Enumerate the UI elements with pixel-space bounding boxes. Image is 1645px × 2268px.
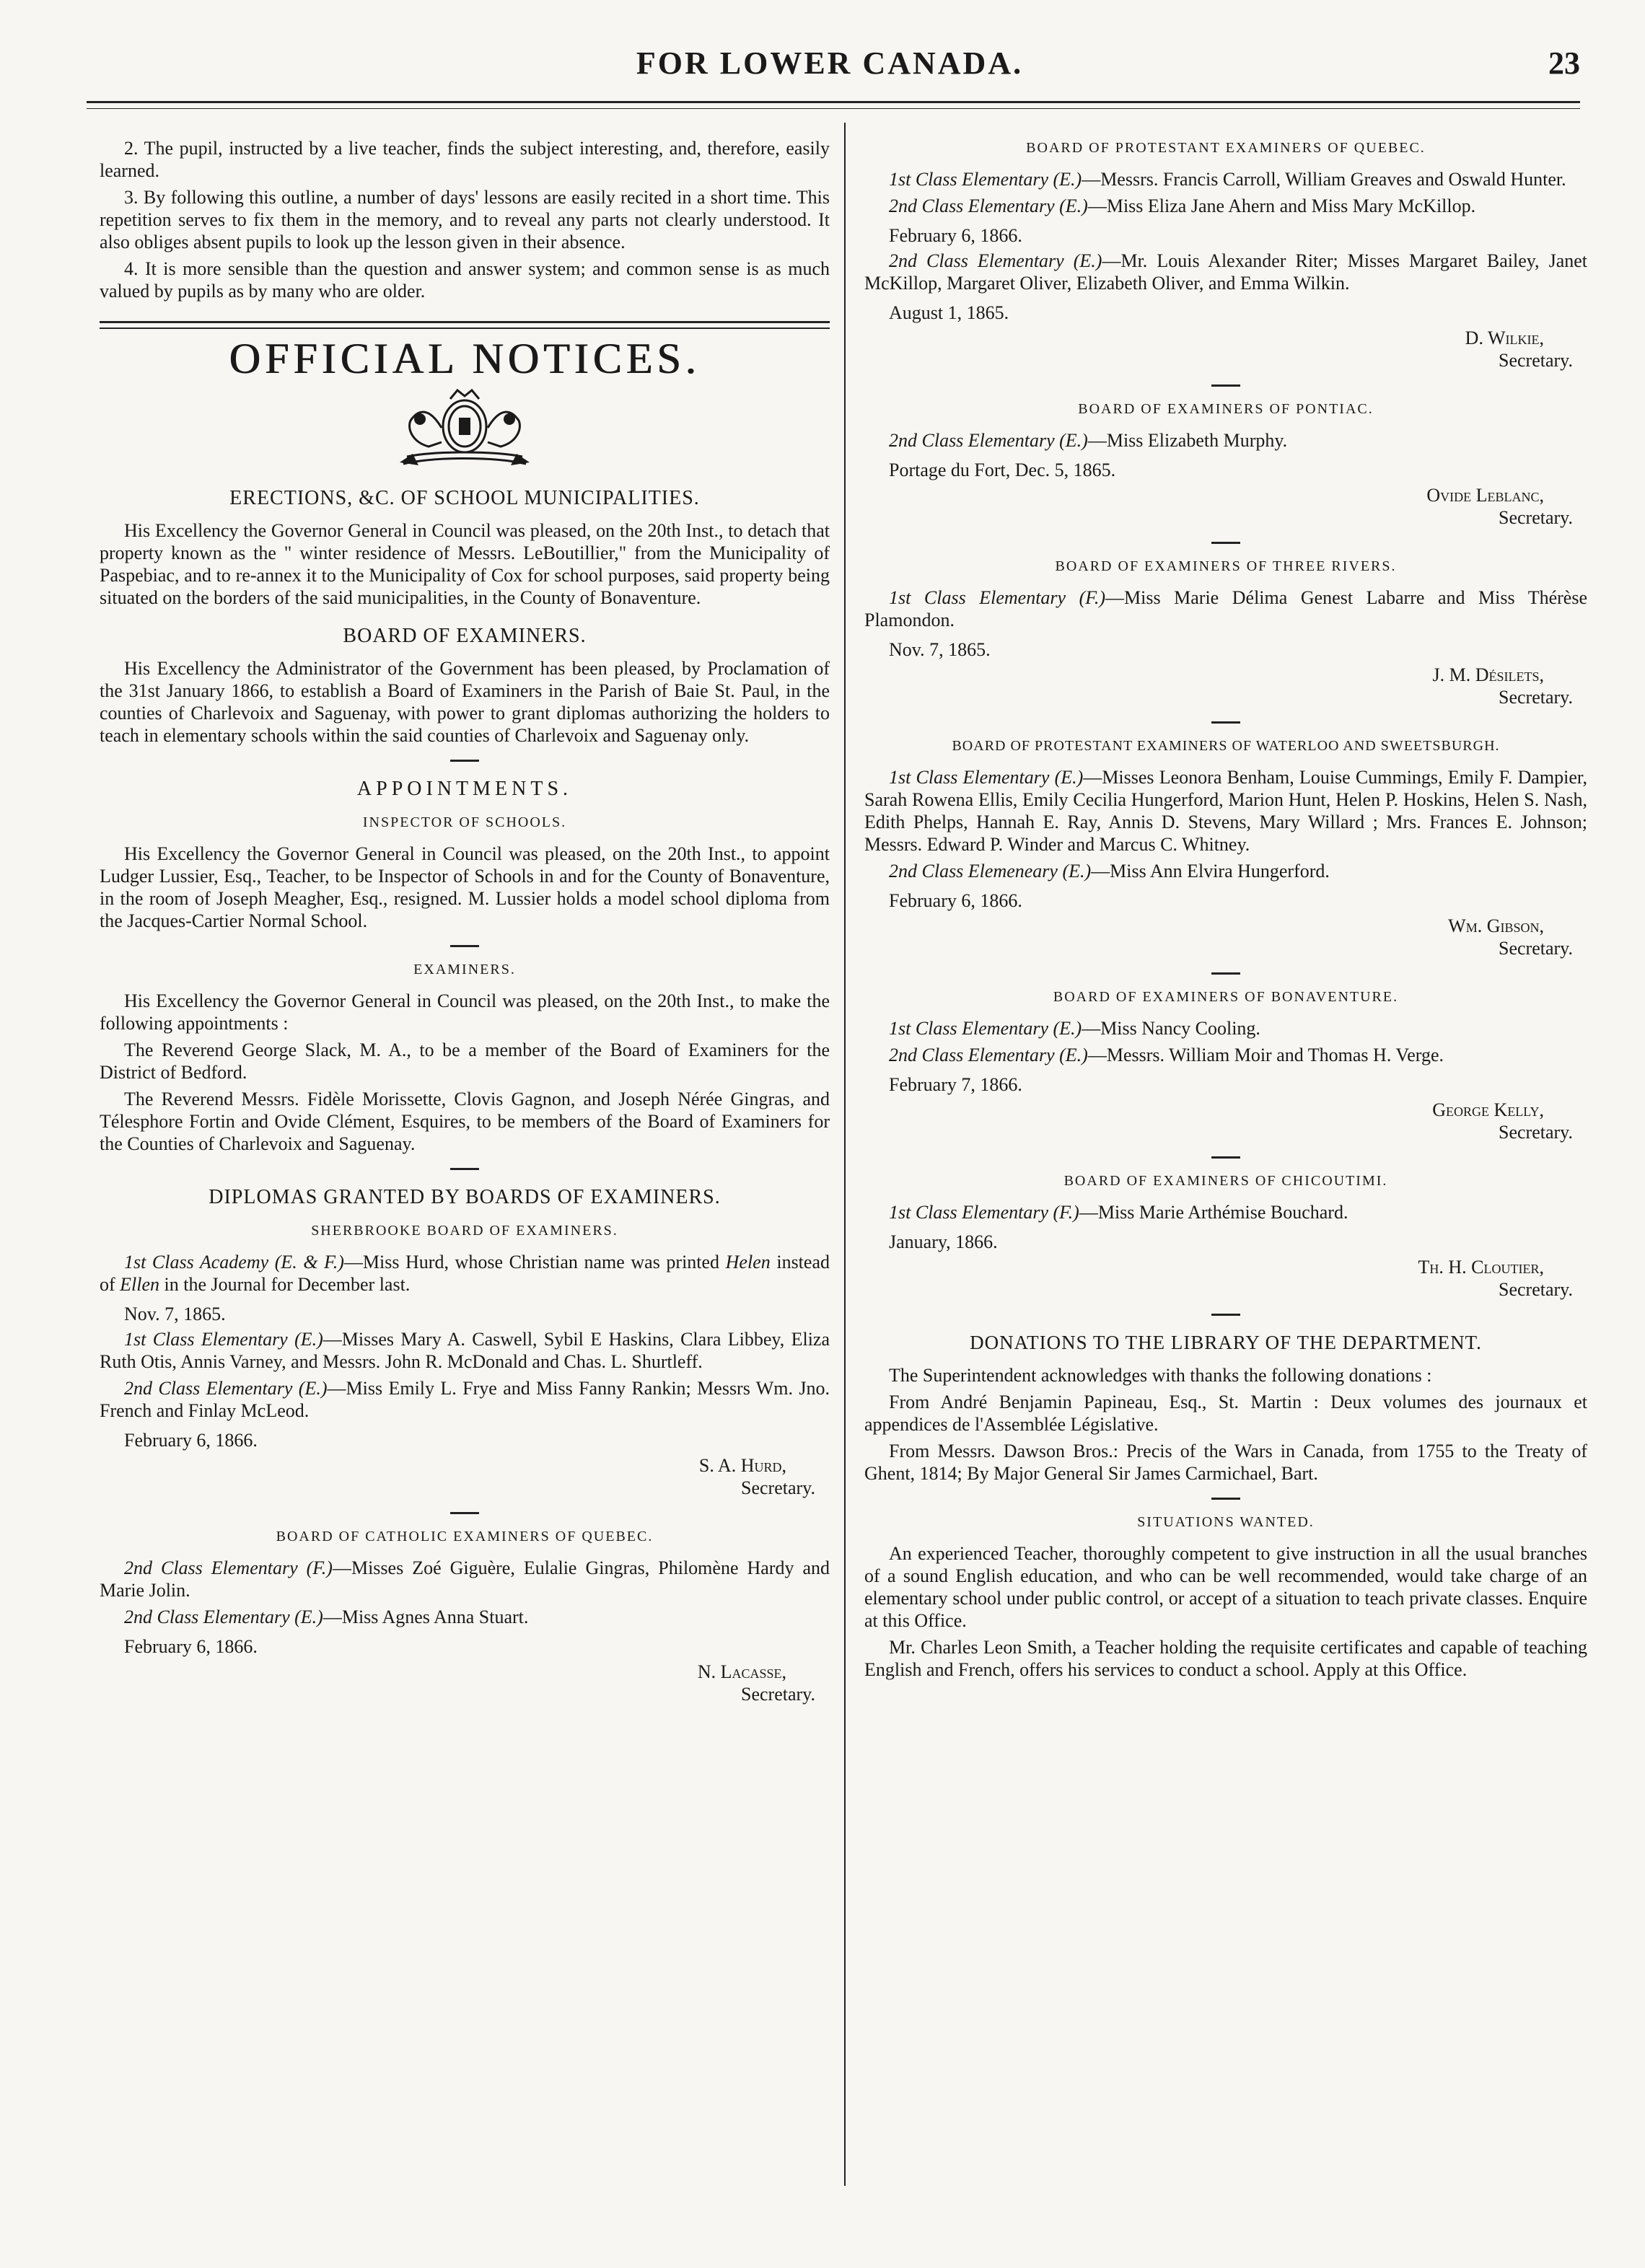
three-rivers-date: Nov. 7, 1865. [889,639,991,660]
situations-teacher: An experienced Teacher, thoroughly competent to give instruction in all the usual branches of a sound English education, and who can be well recommended, would take charge of an elementary school under public control, or accept of a situation to teach private classes. Enquire at this Office. [864,1543,1587,1631]
pontiac-second: 2nd Class Elementary (E.)—Miss Elizabeth Murphy. [889,430,1288,451]
intro-paragraph-3: 3. By following this outline, a number of days' lessons are easily recited in a short time. This repetition serves to fix them in the memory, and to reveal any parts not clearly understood. It also obliges absent pupils to look up the lesson given in their absence. [100,187,830,252]
official-notices-title: OFFICIAL NOTICES. [229,335,701,382]
pontiac-signature-title: Secretary. [1499,507,1573,528]
left-column [100,137,830,1705]
catholic-quebec-heading: BOARD OF CATHOLIC EXAMINERS OF QUEBEC. [276,1529,654,1544]
chicoutimi-signature: Th. H. Cloutier, [1418,1257,1544,1278]
intro-paragraph-2: 2. The pupil, instructed by a live teacher, finds the subject interesting, and, therefore, easily learned. [100,138,830,181]
pontiac-heading: BOARD OF EXAMINERS OF PONTIAC. [1078,401,1374,417]
chicoutimi-signature-title: Secretary. [1499,1279,1573,1300]
catholic-quebec-signature: N. Lacasse, [697,1661,786,1682]
pontiac-signature: Ovide Leblanc, [1426,485,1544,506]
examiners-charlevoix: The Reverend Messrs. Fidèle Morissette, Clovis Gagnon, and Joseph Nérée Gingras, and Télesphore Fortin and Ovide Clément, Esquires, to be members of the Board of Examiners for the Counties of Charlevoix and Saguenay. [100,1089,830,1154]
erections-heading: ERECTIONS, &C. OF SCHOOL MUNICIPALITIES. [229,487,700,509]
examiners-slack: The Reverend George Slack, M. A., to be a member of the Board of Examiners for the District of Bedford. [100,1040,830,1083]
board-of-examiners-text: His Excellency the Administrator of the Government has been pleased, by Proclamation of the 31st January 1866, to establish a Board of Examiners in the Parish of Baie St. Paul, in the counties of Charlevoix and Saguenay, with power to grant diplomas authorizing the holders to teach in elementary schools within the said counties of Charlevoix and Saguenay only. [100,658,830,746]
running-title: FOR LOWER CANADA. [636,45,1024,81]
donations-intro: The Superintendent acknowledges with thanks the following donations : [889,1365,1432,1386]
three-rivers-signature-title: Secretary. [1499,687,1573,708]
situations-smith: Mr. Charles Leon Smith, a Teacher holding the requisite certificates and capable of teaching English and French, offers his services to conduct a school. Apply at this Office. [864,1637,1587,1680]
waterloo-first: 1st Class Elementary (E.)—Misses Leonora Benham, Louise Cummings, Emily F. Dampier, Sarah Rowena Ellis, Emily Cecilia Hungerford, Marion Hunt, Helen P. Hoskins, Helen S. Nash, Edith Phelps, Hannah E. Ray, Annis D. Stevens, Mary Willard ; Mrs. Frances E. Johnson; Messrs. Edward P. Winder and Marcus C. Whitney. [864,767,1588,855]
sherbrooke-first-class: 1st Class Elementary (E.)—Misses Mary A. Caswell, Sybil E Haskins, Clara Libbey, Eliza Ruth Otis, Annis Varney, and Messrs. John R. McDonald and Chas. L. Shurtleff. [100,1329,830,1372]
appointments-heading: APPOINTMENTS. [356,778,573,800]
page-number: 23 [1548,45,1580,81]
chicoutimi-date: January, 1866. [889,1231,998,1252]
chicoutimi-first: 1st Class Elementary (F.)—Miss Marie Arthémise Bouchard. [889,1202,1348,1223]
sherbrooke-academy: 1st Class Academy (E. & F.)—Miss Hurd, whose Christian name was printed Helen instead of Ellen in the Journal for December last. [100,1252,830,1295]
sherbrooke-date-2: February 6, 1866. [124,1430,258,1451]
three-rivers-first: 1st Class Elementary (F.)—Miss Marie Délima Genest Labarre and Miss Thérèse Plamondon. [864,587,1587,630]
separator [450,1168,479,1170]
intro-paragraph-4: 4. It is more sensible than the question and answer system; and common sense is as much valued by pupils as by many who are older. [100,258,830,302]
header-rule [87,101,1580,103]
sherbrooke-date-1: Nov. 7, 1865. [124,1304,226,1324]
separator [450,1512,479,1514]
protestant-quebec-first: 1st Class Elementary (E.)—Messrs. Francis Carroll, William Greaves and Oswald Hunter. [889,169,1566,190]
catholic-quebec-french: 2nd Class Elementary (F.)—Misses Zoé Giguère, Eulalie Gingras, Philomène Hardy and Marie Jolin. [100,1557,830,1601]
sherbrooke-signature-title: Secretary. [741,1477,815,1498]
sherbrooke-signature: S. A. Hurd, [698,1455,786,1476]
royal-crest-icon [378,384,551,471]
waterloo-signature: Wm. Gibson, [1448,915,1544,936]
waterloo-signature-title: Secretary. [1499,938,1573,959]
page-header [79,38,1580,88]
pontiac-date: Portage du Fort, Dec. 5, 1865. [889,460,1116,480]
bonaventure-date: February 7, 1866. [889,1074,1022,1095]
bonaventure-second: 2nd Class Elementary (E.)—Messrs. William Moir and Thomas H. Verge. [889,1045,1444,1065]
separator [450,760,479,762]
bonaventure-signature-title: Secretary. [1499,1122,1573,1143]
donations-dawson: From Messrs. Dawson Bros.: Precis of the Wars in Canada, from 1755 to the Treaty of Ghent, 1814; By Major General Sir James Carmichael, Bart. [864,1441,1587,1484]
waterloo-second: 2nd Class Elemeneary (E.)—Miss Ann Elvira Hungerford. [889,861,1330,882]
section-double-rule [100,321,830,329]
bonaventure-heading: BOARD OF EXAMINERS OF BONAVENTURE. [1053,989,1399,1005]
separator [1211,1156,1240,1159]
right-column [864,137,1587,1685]
separator [1211,721,1240,724]
separator [1211,384,1240,387]
donations-papineau: From André Benjamin Papineau, Esq., St. Martin : Deux volumes des journaux et appendices de l'Assemblée Législative. [864,1392,1587,1435]
waterloo-heading: BOARD OF PROTESTANT EXAMINERS OF WATERLOO AND SWEETSBURGH. [952,738,1500,754]
protestant-quebec-date-2: August 1, 1865. [889,302,1009,323]
protestant-quebec-signature: D. Wilkie, [1465,328,1544,348]
inspector-heading: INSPECTOR OF SCHOOLS. [362,814,567,830]
waterloo-date: February 6, 1866. [889,890,1022,911]
three-rivers-heading: BOARD OF EXAMINERS OF THREE RIVERS. [1055,558,1397,574]
separator [1211,972,1240,975]
sherbrooke-heading: SHERBROOKE BOARD OF EXAMINERS. [311,1223,618,1239]
bonaventure-signature: George Kelly, [1432,1099,1544,1120]
separator [450,945,479,947]
header-rule-thin [87,108,1580,109]
examiners-heading: EXAMINERS. [413,962,516,977]
chicoutimi-heading: BOARD OF EXAMINERS OF CHICOUTIMI. [1063,1173,1388,1189]
catholic-quebec-english: 2nd Class Elementary (E.)—Miss Agnes Anna Stuart. [124,1606,529,1627]
diplomas-heading: DIPLOMAS GRANTED BY BOARDS OF EXAMINERS. [209,1186,721,1208]
board-of-examiners-heading: BOARD OF EXAMINERS. [343,625,587,647]
situations-heading: SITUATIONS WANTED. [1137,1514,1315,1530]
three-rivers-signature: J. M. Désilets, [1432,664,1544,685]
protestant-quebec-heading: BOARD OF PROTESTANT EXAMINERS OF QUEBEC. [1026,140,1426,156]
catholic-quebec-signature-title: Secretary. [741,1684,815,1705]
protestant-quebec-second: 2nd Class Elementary (E.)—Miss Eliza Jane Ahern and Miss Mary McKillop. [889,195,1476,216]
separator [1211,1314,1240,1316]
column-divider [844,123,846,2186]
inspector-text: His Excellency the Governor General in Council was pleased, on the 20th Inst., to appoint Ludger Lussier, Esq., Teacher, to be Inspector of Schools in and for the County of Bonaventure, in the room of Joseph Meagher, Esq., resigned. M. Lussier holds a model school diploma from the Jacques-Cartier Normal School. [100,843,830,931]
separator [1211,542,1240,544]
sherbrooke-second-class: 2nd Class Elementary (E.)—Miss Emily L. Frye and Miss Fanny Rankin; Messrs Wm. Jno. French and Finlay McLeod. [100,1378,830,1421]
examiners-intro: His Excellency the Governor General in Council was pleased, on the 20th Inst., to make the following appointments : [100,990,830,1034]
separator [1211,1498,1240,1500]
bonaventure-first: 1st Class Elementary (E.)—Miss Nancy Cooling. [889,1018,1260,1039]
erections-text: His Excellency the Governor General in Council was pleased, on the 20th Inst., to detach that property known as the " winter residence of Messrs. LeBoutillier," from the Municipality of Paspebiac, and to re-annex it to the Municipality of Cox for school purposes, said property being situated on the borders of the said municipalities, in the County of Bonaventure. [100,520,830,608]
catholic-quebec-date: February 6, 1866. [124,1636,258,1657]
protestant-quebec-third: 2nd Class Elementary (E.)—Mr. Louis Alexander Riter; Misses Margaret Bailey, Janet McKillop, Margaret Oliver, Elizabeth Oliver, and Emma Wilkin. [864,250,1587,294]
protestant-quebec-date-1: February 6, 1866. [889,225,1022,246]
protestant-quebec-signature-title: Secretary. [1499,350,1573,371]
donations-heading: DONATIONS TO THE LIBRARY OF THE DEPARTMENT. [970,1332,1482,1353]
